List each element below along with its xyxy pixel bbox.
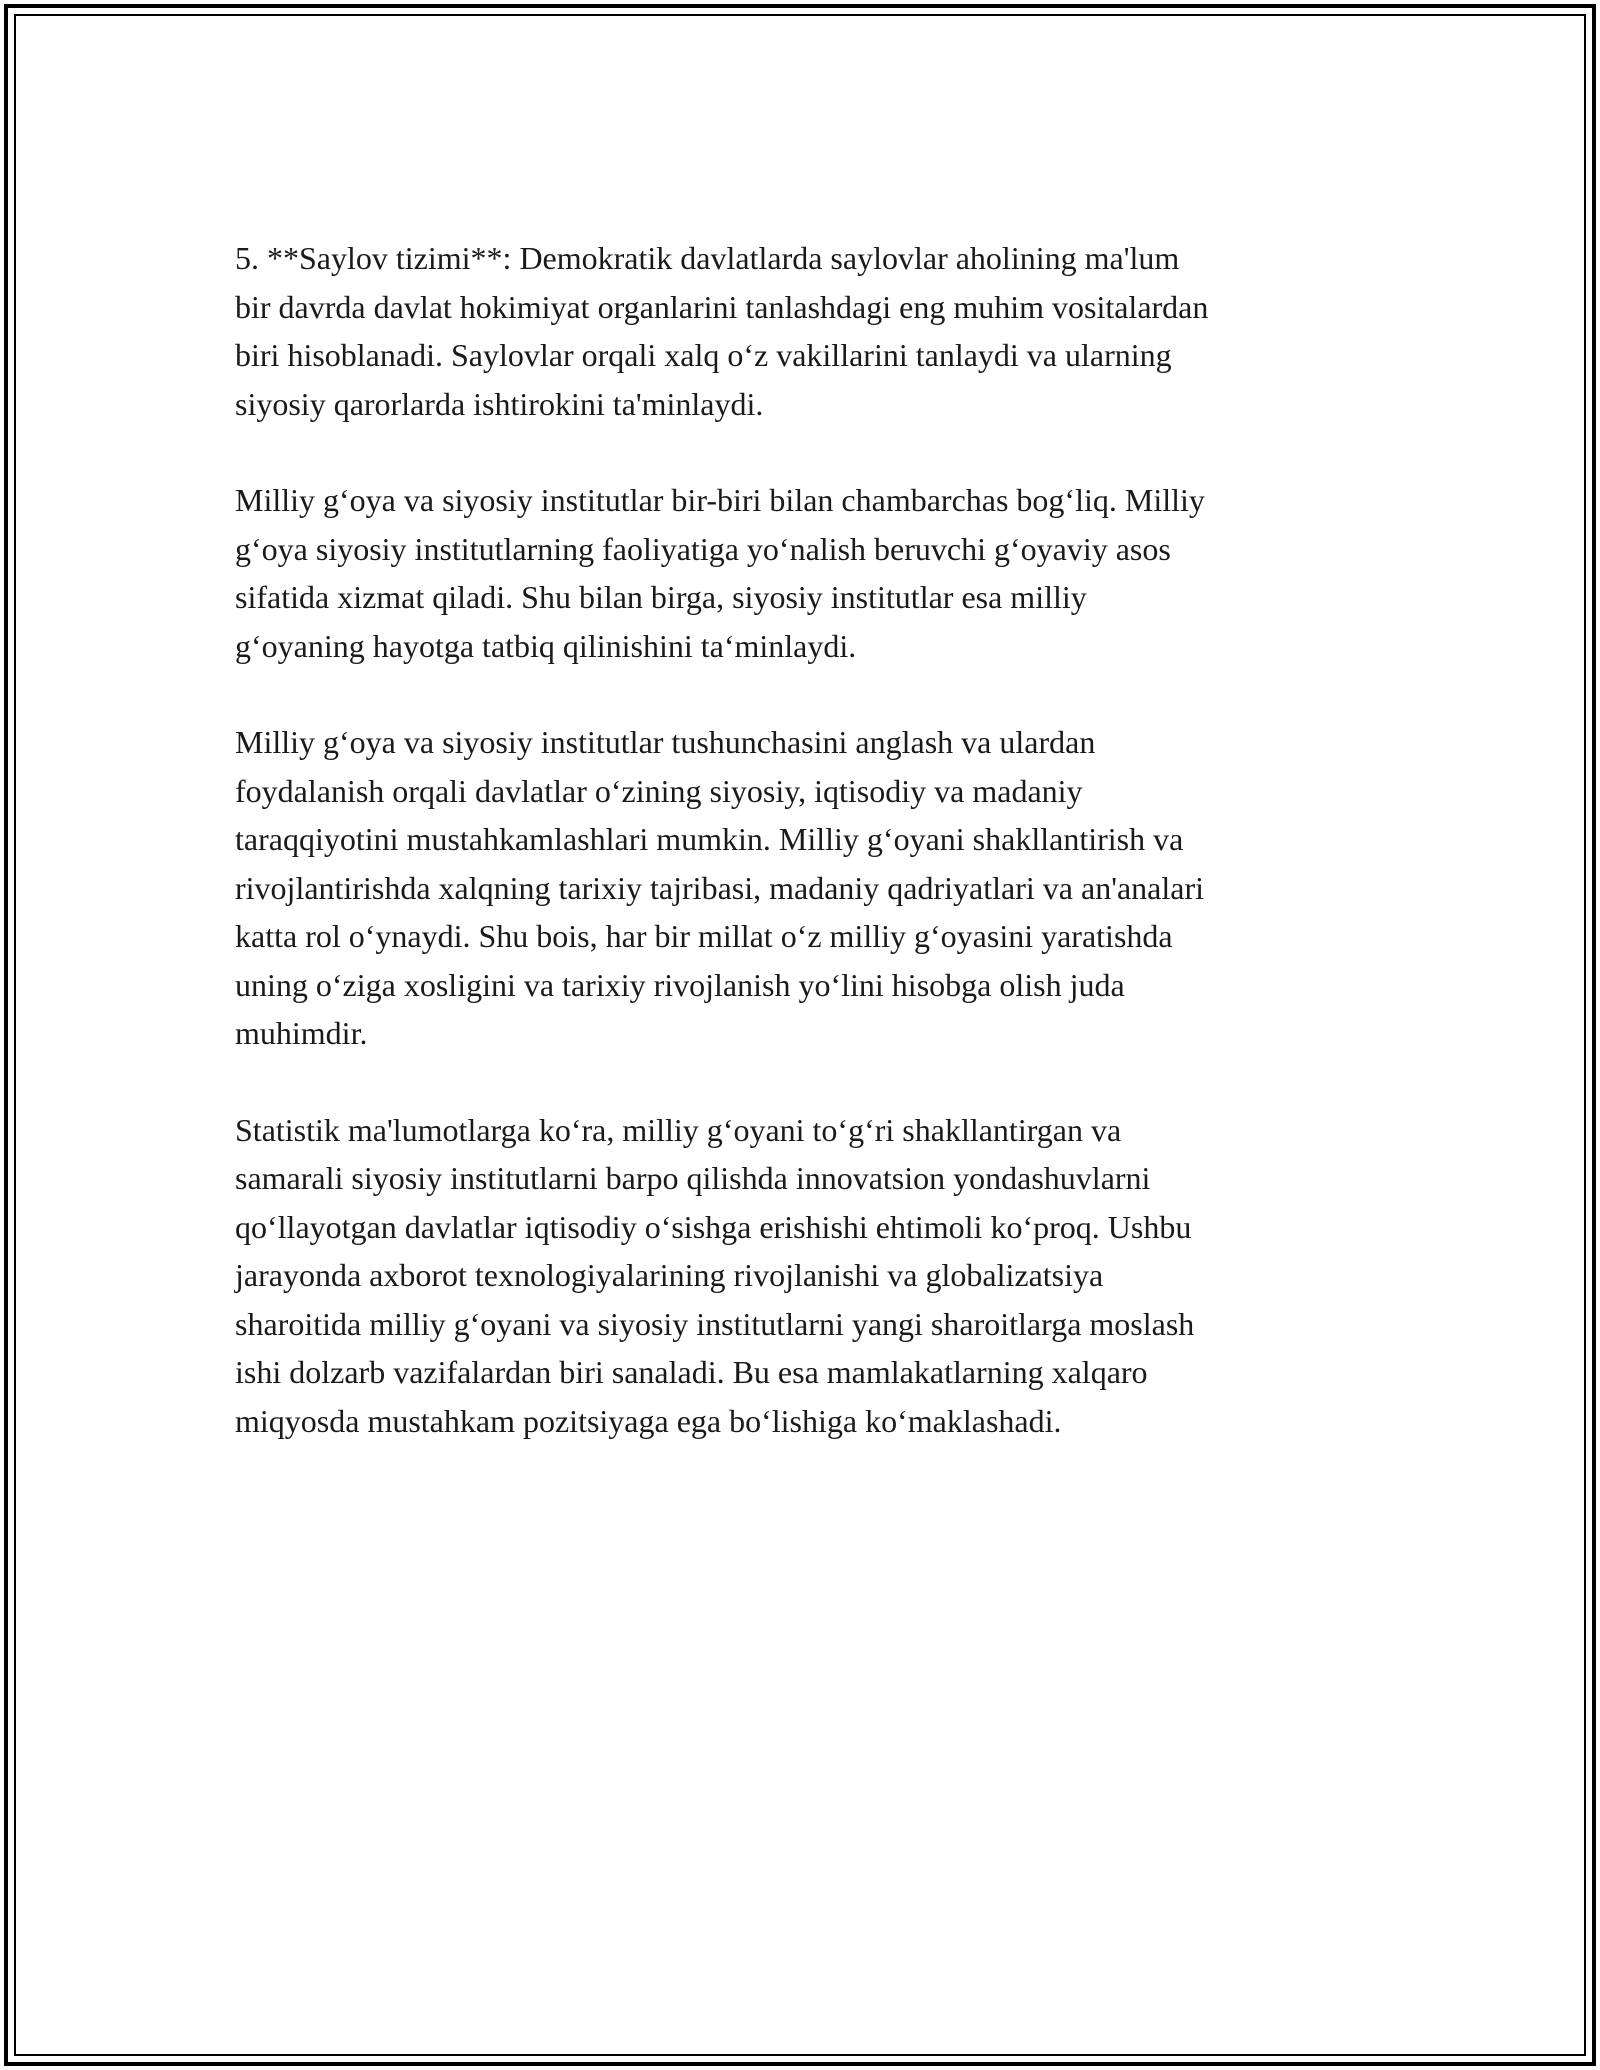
paragraph-saylov-tizimi: 5. **Saylov tizimi**: Demokratik davlatlarda saylovlar aholining ma'lum bir davrda davlat hokimiyat organlarini tanlashdagi eng muhim vositalardan biri hisoblanadi. Saylovlar orqali xalq oʻz vakillarini tanlaydi va ularning siyosiy qarorlarda ishtirokini ta'minlaydi. xyxy=(235,240,1209,422)
paragraph-statistik-malumotlar: Statistik ma'lumotlarga koʻra, milliy gʻoyani toʻgʻri shakllantirgan va samarali siyosiy institutlarni barpo qilishda innovatsion yondashuvlarni qoʻllayotgan davlatlar iqtisodiy oʻsishga erishishi ehtimoli koʻproq. Ushbu jarayonda axborot texnologiyalarining rivojlanishi va globalizatsiya sharoitida milliy gʻoyani va siyosiy institutlarni yangi sharoitlarga moslash ishi dolzarb vazifalardan biri sanaladi. Bu esa mamlakatlarning xalqaro miqyosda mustahkam pozitsiyaga ega boʻlishiga koʻmaklashadi. xyxy=(235,1111,1195,1439)
paragraph-taraqqiyot: Milliy gʻoya va siyosiy institutlar tushunchasini anglash va ulardan foydalanish orqali davlatlar oʻzining siyosiy, iqtisodiy va madaniy taraqqiyotini mustahkamlashlari mumkin. Milliy gʻoyani shakllantirish va rivojlantirishda xalqning tarixiy tajribasi, madaniy qadriyatlari va an'analari katta rol oʻynaydi. Shu bois, har bir millat oʻz milliy gʻoyasini yaratishda uning oʻziga xosligini va tarixiy rivojlanish yoʻlini hisobga olish juda muhimdir. xyxy=(235,724,1204,1051)
document-body xyxy=(235,234,1365,1493)
paragraph-milliy-goya-institutlar: Milliy gʻoya va siyosiy institutlar bir-biri bilan chambarchas bogʻliq. Milliy gʻoya siyosiy institutlarning faoliyatiga yoʻnalish beruvchi gʻoyaviy asos sifatida xizmat qiladi. Shu bilan birga, siyosiy institutlar esa milliy gʻoyaning hayotga tatbiq qilinishini taʻminlaydi. xyxy=(235,482,1205,664)
